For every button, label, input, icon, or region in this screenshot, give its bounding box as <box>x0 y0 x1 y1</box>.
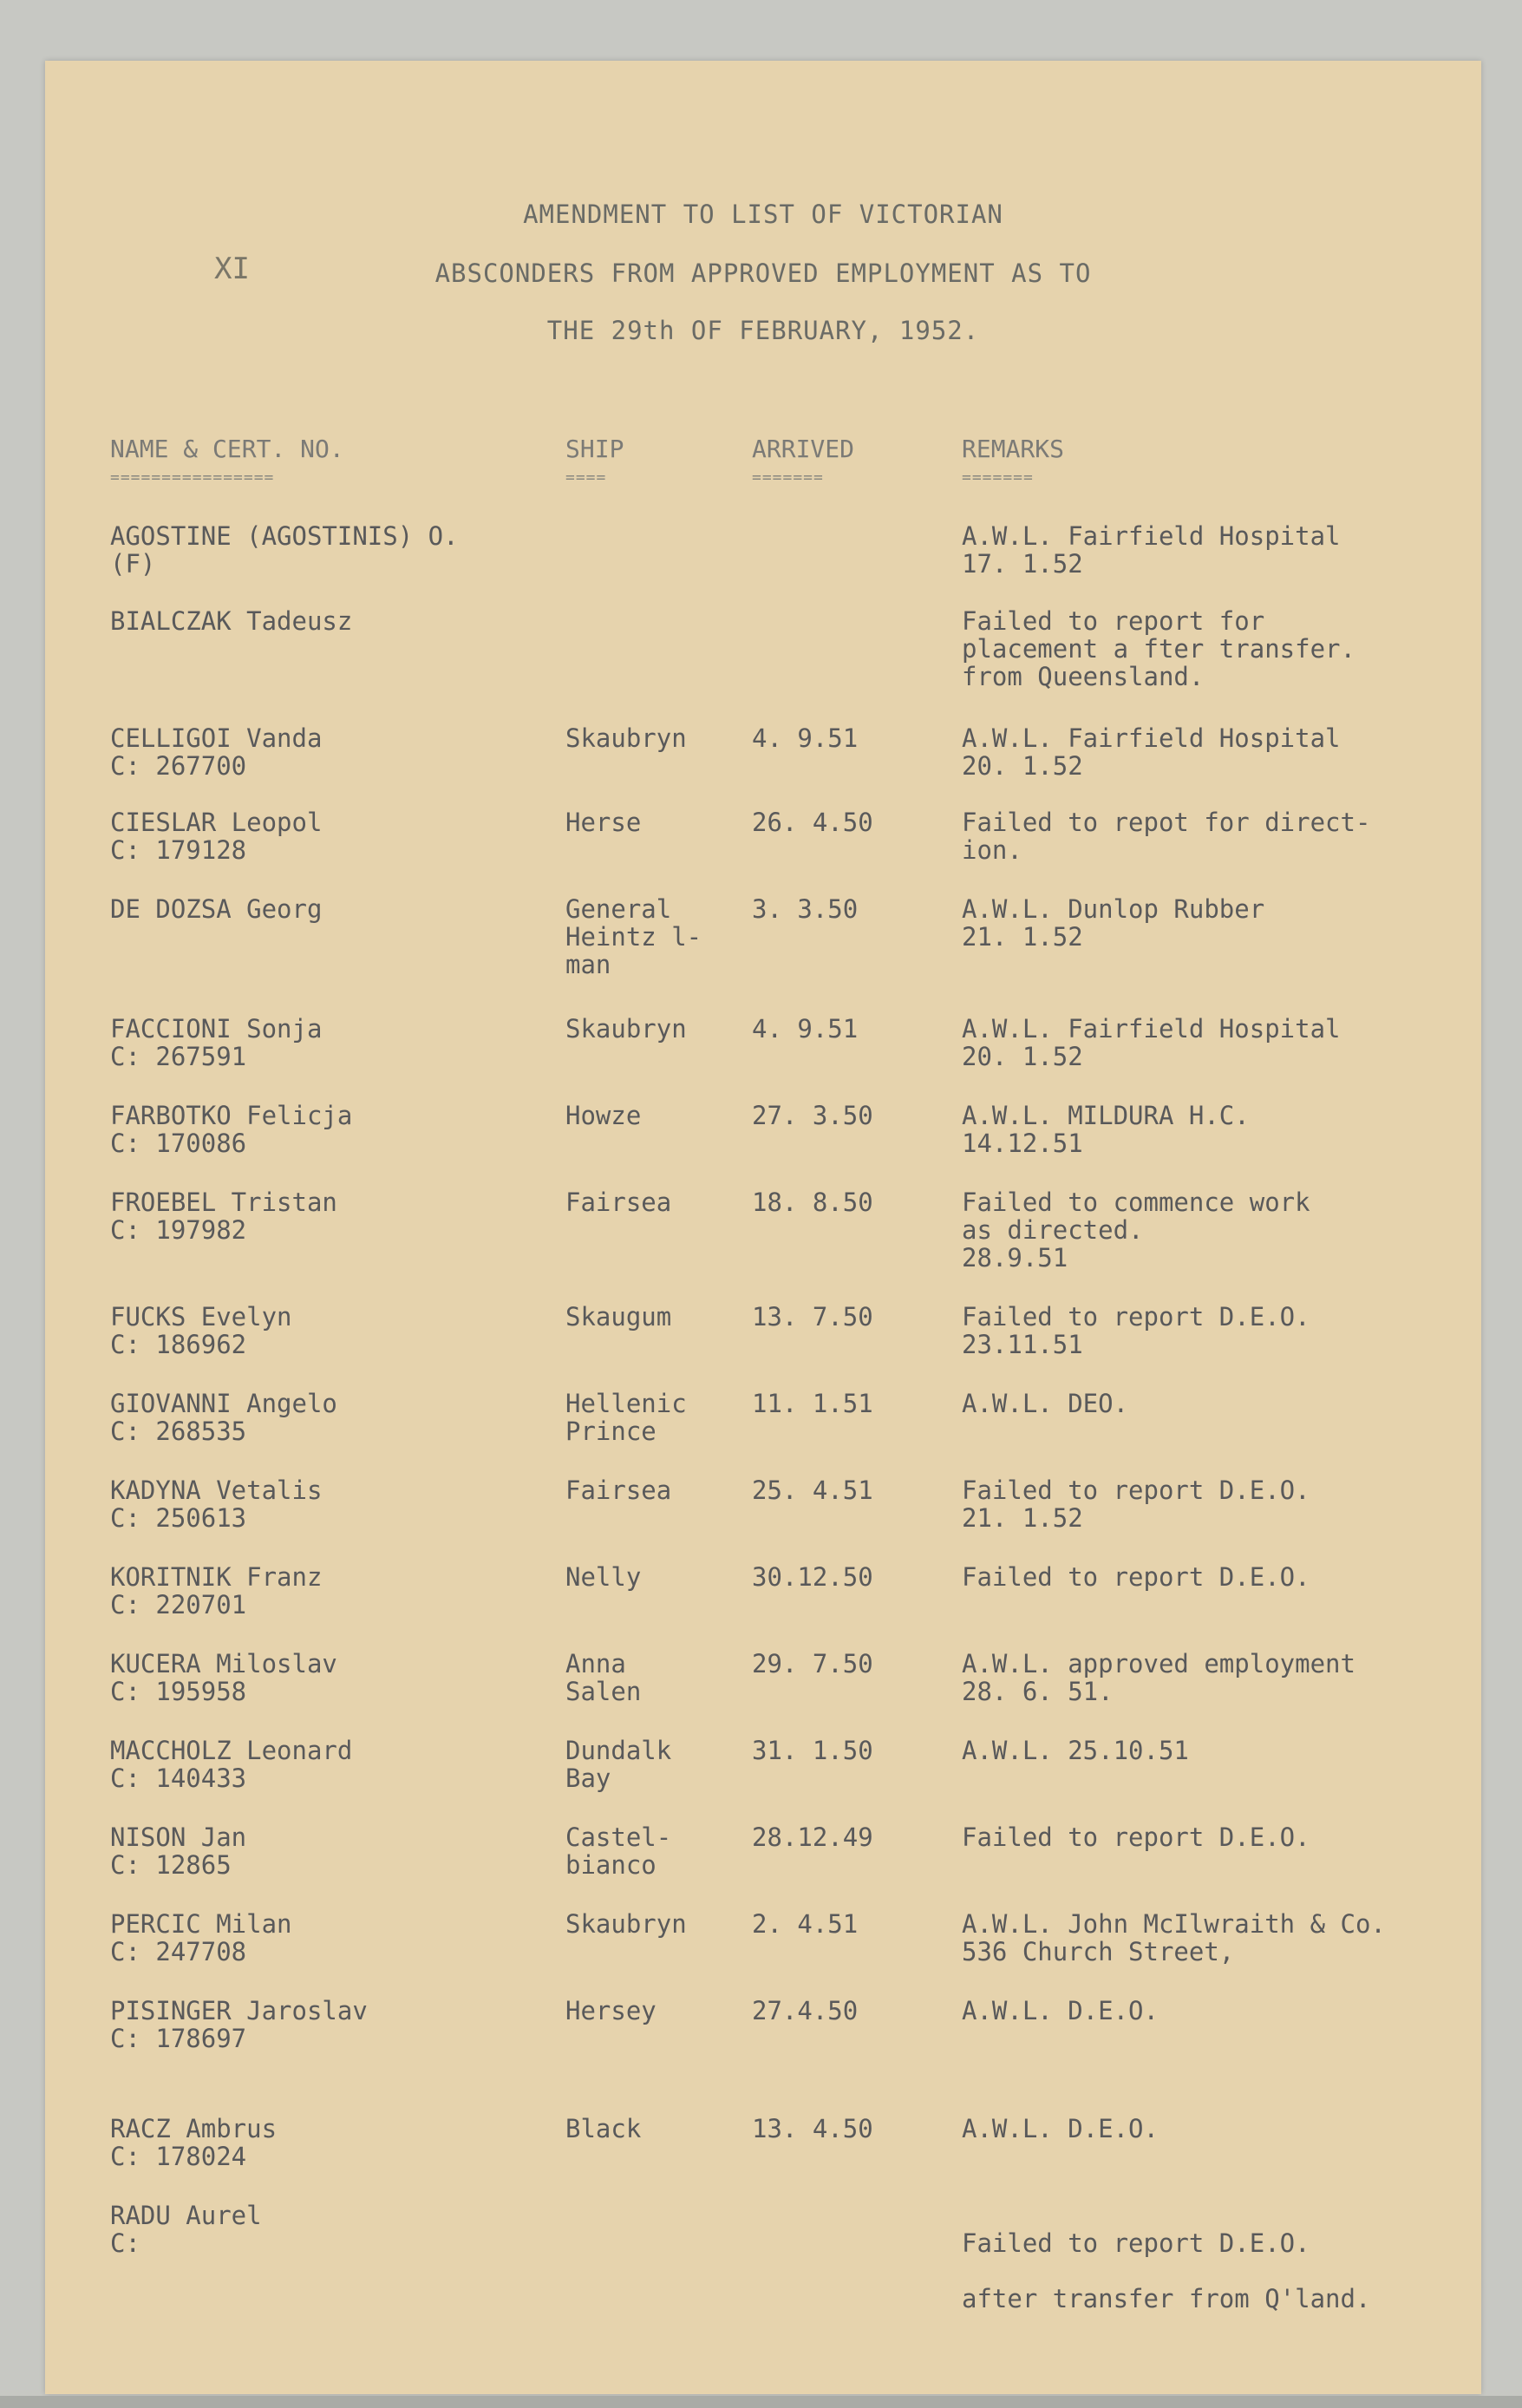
row-name: PISINGER Jaroslav C: 178697 <box>110 1996 368 2053</box>
row-ship: Skaubryn <box>565 1014 687 1044</box>
row-name: KUCERA Miloslav C: 195958 <box>110 1649 337 1706</box>
row-ship: Hellenic Prince <box>565 1389 687 1446</box>
scan-edge <box>0 2396 1522 2408</box>
row-remarks: A.W.L. Fairfield Hospital 17. 1.52 <box>962 521 1341 579</box>
row-name: DE DOZSA Georg <box>110 894 323 924</box>
row-name: CELLIGOI Vanda C: 267700 <box>110 723 323 781</box>
header-arrived-rule: ======= <box>752 468 824 487</box>
margin-mark: XI <box>214 252 250 286</box>
document-page <box>45 61 1481 2394</box>
row-ship: General Heintz l- man <box>565 894 702 979</box>
row-name: FACCIONI Sonja C: 267591 <box>110 1014 323 1071</box>
row-ship: Skaugum <box>565 1302 672 1332</box>
header-remarks: REMARKS <box>962 435 1065 463</box>
row-name: FUCKS Evelyn C: 186962 <box>110 1302 292 1359</box>
row-arrived: 18. 8.50 <box>752 1188 873 1217</box>
row-remarks: Failed to report D.E.O. after transfer from Q'land. <box>962 2228 1371 2313</box>
row-name: FROEBEL Tristan C: 197982 <box>110 1188 337 1245</box>
row-name: PERCIC Milan C: 247708 <box>110 1909 292 1966</box>
header-ship: SHIP <box>565 435 624 463</box>
row-remarks: A.W.L. DEO. <box>962 1389 1129 1418</box>
title-line-3: THE 29th OF FEBRUARY, 1952. <box>546 316 980 345</box>
row-remarks: A.W.L. 25.10.51 <box>962 1736 1189 1765</box>
row-remarks: A.W.L. Fairfield Hospital 20. 1.52 <box>962 1014 1341 1071</box>
row-arrived: 26. 4.50 <box>752 808 873 837</box>
row-arrived: 25. 4.51 <box>752 1476 873 1505</box>
row-arrived: 3. 3.50 <box>752 894 859 924</box>
row-remarks: Failed to report D.E.O. 21. 1.52 <box>962 1476 1310 1533</box>
row-remarks: A.W.L. D.E.O. <box>962 1996 1159 2025</box>
row-name: RACZ Ambrus C: 178024 <box>110 2114 278 2171</box>
row-ship: Dundalk Bay <box>565 1736 672 1793</box>
row-remarks: A.W.L. approved employment 28. 6. 51. <box>962 1649 1355 1706</box>
title-line-1: AMENDMENT TO LIST OF VICTORIAN <box>523 200 1003 229</box>
row-remarks: Failed to commence work as directed. 28.9.51 <box>962 1188 1310 1273</box>
row-ship: Hersey <box>565 1996 656 2025</box>
row-name: BIALCZAK Tadeusz <box>110 606 353 636</box>
row-remarks: A.W.L. Fairfield Hospital 20. 1.52 <box>962 723 1341 781</box>
row-remarks: A.W.L. MILDURA H.C. 14.12.51 <box>962 1101 1250 1158</box>
row-arrived: 31. 1.50 <box>752 1736 873 1765</box>
header-name-rule: ================ <box>110 468 275 487</box>
title-line-2: ABSCONDERS FROM APPROVED EMPLOYMENT AS TO <box>434 258 1092 288</box>
row-remarks: Failed to report for placement a fter transfer. from Queensland. <box>962 606 1355 691</box>
row-arrived: 30.12.50 <box>752 1562 873 1592</box>
row-arrived: 13. 7.50 <box>752 1302 873 1332</box>
row-remarks: Failed to report D.E.O. <box>962 1822 1310 1852</box>
row-ship: Nelly <box>565 1562 642 1592</box>
row-name: MACCHOLZ Leonard C: 140433 <box>110 1736 353 1793</box>
row-name: FARBOTKO Felicja C: 170086 <box>110 1101 353 1158</box>
row-name: CIESLAR Leopol C: 179128 <box>110 808 323 865</box>
header-name: NAME & CERT. NO. <box>110 435 344 463</box>
header-ship-rule: ==== <box>565 468 607 487</box>
row-ship: Skaubryn <box>565 723 687 753</box>
header-remarks-rule: ======= <box>962 468 1034 487</box>
row-remarks: Failed to report D.E.O. <box>962 1562 1310 1592</box>
row-arrived: 28.12.49 <box>752 1822 873 1852</box>
row-name: NISON Jan C: 12865 <box>110 1822 247 1880</box>
row-ship: Anna Salen <box>565 1649 642 1706</box>
row-ship: Herse <box>565 808 642 837</box>
row-name: AGOSTINE (AGOSTINIS) O. (F) <box>110 521 459 579</box>
row-ship: Skaubryn <box>565 1909 687 1939</box>
row-remarks: A.W.L. D.E.O. <box>962 2114 1159 2143</box>
row-ship: Castel- bianco <box>565 1822 672 1880</box>
row-arrived: 29. 7.50 <box>752 1649 873 1678</box>
row-name: KADYNA Vetalis C: 250613 <box>110 1476 323 1533</box>
row-name: KORITNIK Franz C: 220701 <box>110 1562 323 1620</box>
row-ship: Fairsea <box>565 1188 672 1217</box>
row-arrived: 11. 1.51 <box>752 1389 873 1418</box>
row-arrived: 27. 3.50 <box>752 1101 873 1130</box>
row-arrived: 4. 9.51 <box>752 1014 859 1044</box>
row-arrived: 2. 4.51 <box>752 1909 859 1939</box>
row-arrived: 4. 9.51 <box>752 723 859 753</box>
row-remarks: Failed to report D.E.O. 23.11.51 <box>962 1302 1310 1359</box>
row-ship: Fairsea <box>565 1476 672 1505</box>
row-arrived: 13. 4.50 <box>752 2114 873 2143</box>
row-arrived: 27.4.50 <box>752 1996 859 2025</box>
row-name: GIOVANNI Angelo C: 268535 <box>110 1389 337 1446</box>
header-arrived: ARRIVED <box>752 435 855 463</box>
row-ship: Black <box>565 2114 642 2143</box>
row-remarks: A.W.L. Dunlop Rubber 21. 1.52 <box>962 894 1265 952</box>
row-remarks: Failed to repot for direct- ion. <box>962 808 1371 865</box>
row-ship: Howze <box>565 1101 642 1130</box>
row-name: RADU Aurel C: <box>110 2201 262 2258</box>
row-remarks: A.W.L. John McIlwraith & Co. 536 Church Street, <box>962 1909 1386 1966</box>
